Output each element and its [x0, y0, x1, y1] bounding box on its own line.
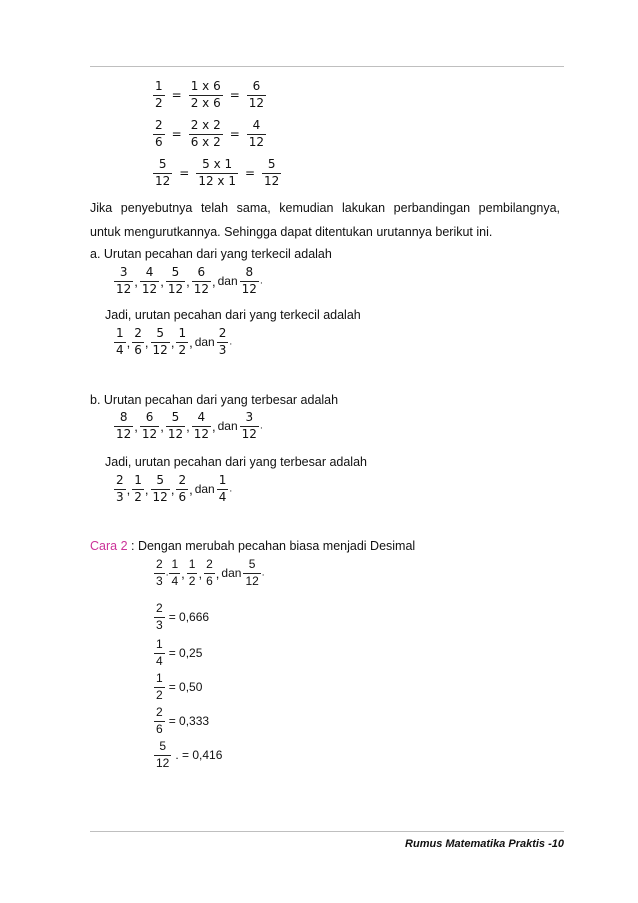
- fraction: [114, 411, 133, 442]
- section-a-sorted-list: [113, 327, 232, 358]
- cara2-list: [153, 558, 265, 589]
- denominator: 4: [218, 489, 227, 504]
- fraction: [114, 327, 126, 358]
- numerator: 1: [154, 672, 165, 688]
- equals-sign: =: [229, 127, 240, 142]
- numerator: 5: [154, 740, 171, 756]
- numerator: 5: [262, 158, 281, 174]
- fraction: [196, 158, 238, 189]
- numerator: 1: [176, 327, 188, 343]
- end-period: .: [259, 275, 263, 287]
- numerator: 1: [132, 474, 144, 490]
- numerator: 6: [140, 411, 159, 427]
- numerator: 5 x 1: [196, 158, 238, 174]
- denominator: 12: [193, 281, 209, 296]
- denominator: 4: [116, 342, 124, 357]
- numerator: 1: [169, 558, 180, 574]
- denominator: 12: [248, 134, 265, 149]
- end-period: .: [229, 336, 233, 348]
- denominator: 2 x 6: [190, 95, 221, 110]
- fraction: [151, 474, 170, 505]
- intro-paragraph-2: [90, 222, 492, 242]
- denominator: 3: [156, 617, 163, 632]
- fraction: [187, 558, 198, 589]
- denominator: 12: [241, 426, 257, 441]
- numerator: 2 x 2: [189, 119, 223, 135]
- decimal-value: = 0,333: [168, 714, 210, 729]
- connector-dan: dan: [217, 274, 238, 289]
- numerator: 1: [153, 80, 165, 96]
- numerator: 2: [217, 327, 229, 343]
- end-period: .: [261, 567, 265, 579]
- equals-sign: =: [179, 166, 190, 181]
- decimal-value: = 0,50: [168, 680, 203, 695]
- separator-comma: ,: [144, 334, 149, 350]
- fraction: [247, 80, 266, 111]
- connector-dan: dan: [217, 419, 238, 434]
- numerator: 2: [114, 474, 126, 490]
- fraction: [140, 411, 159, 442]
- equation-row: [152, 158, 282, 189]
- denominator: 12: [193, 426, 209, 441]
- fraction: [189, 80, 223, 111]
- numerator: 5: [151, 327, 170, 343]
- numerator: 8: [114, 411, 133, 427]
- section-b-conclusion: Jadi, urutan pecahan dari yang terbesar adalah: [105, 455, 367, 469]
- separator-comma: ,: [189, 481, 193, 497]
- numerator: 5: [166, 266, 185, 282]
- separator-comma: ,: [126, 334, 131, 350]
- separator-comma: ,: [170, 481, 175, 497]
- fraction: [217, 327, 229, 358]
- numerator: 2: [176, 474, 188, 490]
- cara2-heading: [90, 536, 415, 556]
- decimal-value: = 0,25: [168, 646, 203, 661]
- fraction: [262, 158, 281, 189]
- section-a-conclusion: Jadi, urutan pecahan dari yang terkecil adalah: [105, 308, 361, 322]
- denominator: 6: [134, 342, 142, 357]
- denominator: 6 x 2: [190, 134, 221, 149]
- fraction: [114, 266, 133, 297]
- denominator: 3: [156, 573, 163, 588]
- denominator: 12: [156, 755, 170, 770]
- fraction: [153, 158, 172, 189]
- fraction: [154, 602, 165, 633]
- numerator: 6: [192, 266, 211, 282]
- decimal-row: [153, 740, 222, 771]
- fraction: [176, 327, 188, 358]
- separator-comma: ,: [134, 418, 138, 434]
- decimal-value: = 0,666: [168, 610, 210, 625]
- numerator: 4: [247, 119, 266, 135]
- fraction: [169, 558, 180, 589]
- cara2-label: Cara 2: [90, 539, 128, 553]
- top-rule: [90, 66, 564, 67]
- section-a-list: [113, 266, 263, 297]
- separator-comma: ,: [181, 565, 185, 581]
- equals-sign: =: [171, 88, 182, 103]
- separator-comma: ,: [212, 418, 216, 434]
- numerator: 5: [243, 558, 260, 574]
- footer-rule: [90, 831, 564, 832]
- denominator: 12: [116, 281, 132, 296]
- denominator: 6: [178, 489, 187, 504]
- fraction: [166, 411, 185, 442]
- numerator: 6: [247, 80, 266, 96]
- fraction: [154, 706, 165, 737]
- fraction: [240, 266, 259, 297]
- denominator: 2: [188, 573, 196, 588]
- numerator: 3: [240, 411, 259, 427]
- intro-line-1: Jika penyebutnya telah sama, kemudian lakukan perbandingan pembilangnya,: [90, 201, 560, 215]
- denominator: 12 x 1: [198, 173, 236, 188]
- intro-line-2: untuk mengurutkannya. Sehingga dapat ditentukan urutannya berikut ini.: [90, 225, 493, 239]
- numerator: 4: [140, 266, 159, 282]
- connector-dan: dan: [221, 566, 242, 581]
- separator-comma: ,: [160, 273, 164, 289]
- numerator: 2: [153, 119, 165, 135]
- end-period: .: [259, 420, 263, 432]
- equals-sign: =: [229, 88, 240, 103]
- denominator: 12: [245, 573, 259, 588]
- denominator: 12: [167, 426, 184, 441]
- numerator: 2: [154, 706, 165, 722]
- separator-comma: ,: [198, 565, 203, 581]
- decimal-row: [153, 706, 209, 737]
- end-period: .: [229, 483, 233, 495]
- fraction: [154, 672, 165, 703]
- fraction: [166, 266, 185, 297]
- cara2-text: : Dengan merubah pecahan biasa menjadi Desimal: [127, 539, 416, 553]
- equals-sign: =: [244, 166, 256, 181]
- denominator: 12: [152, 342, 168, 357]
- fraction: [132, 327, 144, 358]
- denominator: 2: [134, 489, 142, 504]
- numerator: 5: [153, 158, 172, 174]
- equals-sign: =: [171, 127, 182, 142]
- fraction: [243, 558, 260, 589]
- intro-paragraph: [90, 198, 560, 218]
- separator-comma: ,: [186, 418, 190, 434]
- fraction: [154, 558, 165, 589]
- decimal-row: [153, 672, 202, 703]
- denominator: 12: [155, 173, 171, 188]
- separator-comma: ,: [144, 481, 149, 497]
- numerator: 1: [114, 327, 126, 343]
- separator-comma: ,: [189, 334, 193, 350]
- connector-dan: dan: [194, 335, 215, 350]
- denominator: 12: [141, 281, 158, 296]
- decimal-row: [153, 638, 202, 669]
- fraction: [114, 474, 126, 505]
- fraction: [217, 474, 229, 505]
- numerator: 5: [151, 474, 170, 490]
- decimal-value: . = 0,416: [175, 748, 223, 763]
- fraction: [154, 740, 171, 771]
- denominator: 2: [178, 342, 187, 357]
- numerator: 2: [132, 327, 144, 343]
- numerator: 1: [217, 474, 229, 490]
- denominator: 12: [152, 489, 168, 504]
- numerator: 2: [154, 558, 165, 574]
- numerator: 3: [114, 266, 133, 282]
- denominator: 6: [155, 134, 163, 149]
- separator-comma: ,: [215, 565, 220, 581]
- fraction: [153, 119, 165, 150]
- section-b-heading: b. Urutan pecahan dari yang terbesar adalah: [90, 393, 339, 407]
- denominator: 3: [218, 342, 227, 357]
- denominator: 6: [206, 573, 213, 588]
- fraction: [240, 411, 259, 442]
- equation-row: [152, 80, 267, 111]
- footer-title: Rumus Matematika Praktis -10: [405, 838, 564, 850]
- denominator: 6: [156, 721, 163, 736]
- denominator: 12: [264, 173, 280, 188]
- section-b-list: [113, 411, 263, 442]
- denominator: 12: [141, 426, 158, 441]
- separator-comma: ,: [160, 418, 164, 434]
- denominator: 2: [156, 687, 163, 702]
- fraction: [132, 474, 144, 505]
- separator-comma: ,: [212, 273, 216, 289]
- numerator: 5: [166, 411, 185, 427]
- numerator: 8: [240, 266, 259, 282]
- denominator: 4: [171, 573, 179, 588]
- decimal-row: [153, 602, 209, 633]
- separator-dot: .: [165, 567, 169, 579]
- numerator: 1: [154, 638, 165, 654]
- fraction: [176, 474, 188, 505]
- fraction: [151, 327, 170, 358]
- separator-comma: ,: [126, 481, 131, 497]
- section-b-sorted-list: [113, 474, 232, 505]
- denominator: 3: [116, 489, 124, 504]
- denominator: 12: [167, 281, 184, 296]
- fraction: [189, 119, 223, 150]
- denominator: 12: [116, 426, 132, 441]
- fraction: [247, 119, 266, 150]
- fraction: [192, 411, 211, 442]
- denominator: 2: [155, 95, 163, 110]
- equation-row: [152, 119, 267, 150]
- numerator: 4: [192, 411, 211, 427]
- section-a-heading: a. Urutan pecahan dari yang terkecil adalah: [90, 247, 332, 261]
- numerator: 1: [187, 558, 198, 574]
- fraction: [204, 558, 215, 589]
- numerator: 1 x 6: [189, 80, 223, 96]
- fraction: [192, 266, 211, 297]
- denominator: 12: [241, 281, 257, 296]
- fraction: [153, 80, 165, 111]
- denominator: 12: [248, 95, 265, 110]
- separator-comma: ,: [186, 273, 190, 289]
- separator-comma: ,: [134, 273, 138, 289]
- denominator: 4: [156, 653, 163, 668]
- connector-dan: dan: [194, 482, 215, 497]
- fraction: [154, 638, 165, 669]
- numerator: 2: [154, 602, 165, 618]
- separator-comma: ,: [170, 334, 175, 350]
- fraction: [140, 266, 159, 297]
- numerator: 2: [204, 558, 215, 574]
